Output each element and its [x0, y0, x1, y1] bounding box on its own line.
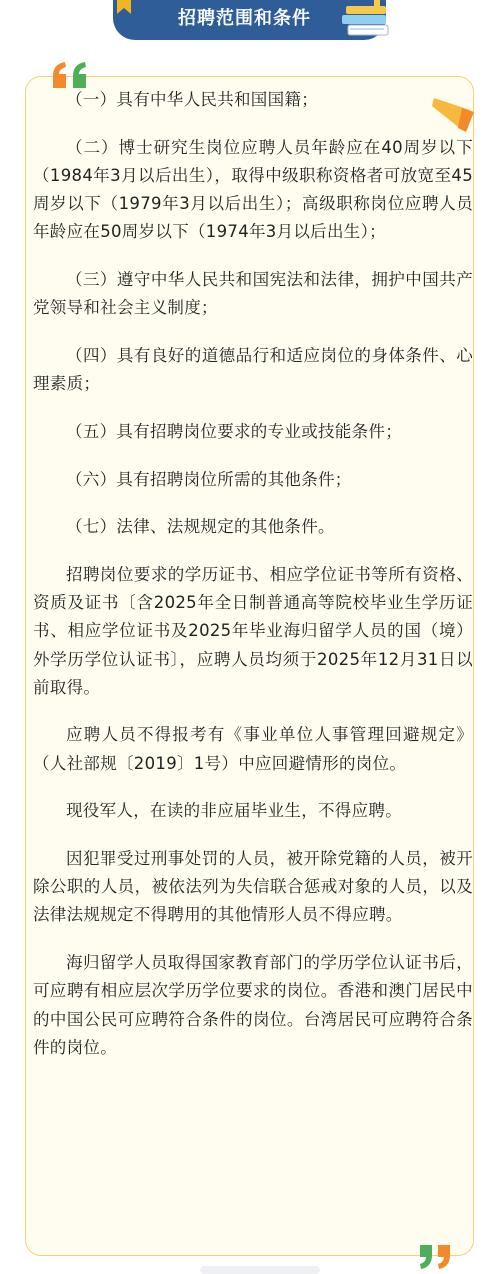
military-note: 现役军人，在读的非应届毕业生，不得应聘。	[66, 801, 402, 821]
condition-2: （二）博士研究生岗位应聘人员年龄应在40周岁以下（1984年3月以后出生），取得中级职称资格者可放宽至45周岁以下（1979年3月以后出生）；高级职称岗位应聘人员年龄应在50周岁以下（1974年3月以后出生）；	[33, 137, 473, 242]
overseas-note: 海归留学人员取得国家教育部门的学历学位认证书后，可应聘有相应层次学历学位要求的岗位。香港和澳门居民中的中国公民可应聘符合条件的岗位。台湾居民可应聘符合条件的岗位。	[33, 953, 473, 1057]
books-icon	[340, 0, 390, 40]
condition-3: （三）遵守中华人民共和国宪法和法律，拥护中国共产党领导和社会主义制度；	[33, 270, 473, 318]
exclusion-note: 因犯罪受过刑事处罚的人员，被开除党籍的人员，被开除公职的人员，被依法列为失信联合惩戒对象的人员，以及法律法规规定不得聘用的其他情形人员不得应聘。	[33, 849, 473, 925]
condition-7: （七）法律、法规规定的其他条件。	[66, 517, 335, 537]
condition-6: （六）具有招聘岗位所需的其他条件；	[66, 469, 352, 489]
certificate-note: 招聘岗位要求的学历证书、相应学位证书等所有资格、资质及证书〔含2025年全日制普通高等院校毕业生学历证书、相应学位证书及2025年毕业海归留学人员的国（境）外学历学位认证书〕，应聘人员均须于2025年12月31日以前取得。	[33, 564, 473, 697]
condition-1: （一）具有中华人民共和国国籍；	[66, 90, 318, 109]
section-title: 招聘范围和条件	[178, 8, 311, 29]
condition-4: （四）具有良好的道德品行和适应岗位的身体条件、心理素质；	[33, 345, 473, 394]
close-quote-icon	[418, 1243, 456, 1271]
condition-5: （五）具有招聘岗位要求的专业或技能条件；	[66, 421, 402, 441]
avoidance-note: 应聘人员不得报考有《事业单位人事管理回避规定》（人社部规〔2019〕1号）中应回避情形的岗位。	[33, 725, 473, 773]
conditions-text	[33, 86, 473, 1081]
bottom-divider	[200, 1266, 320, 1274]
